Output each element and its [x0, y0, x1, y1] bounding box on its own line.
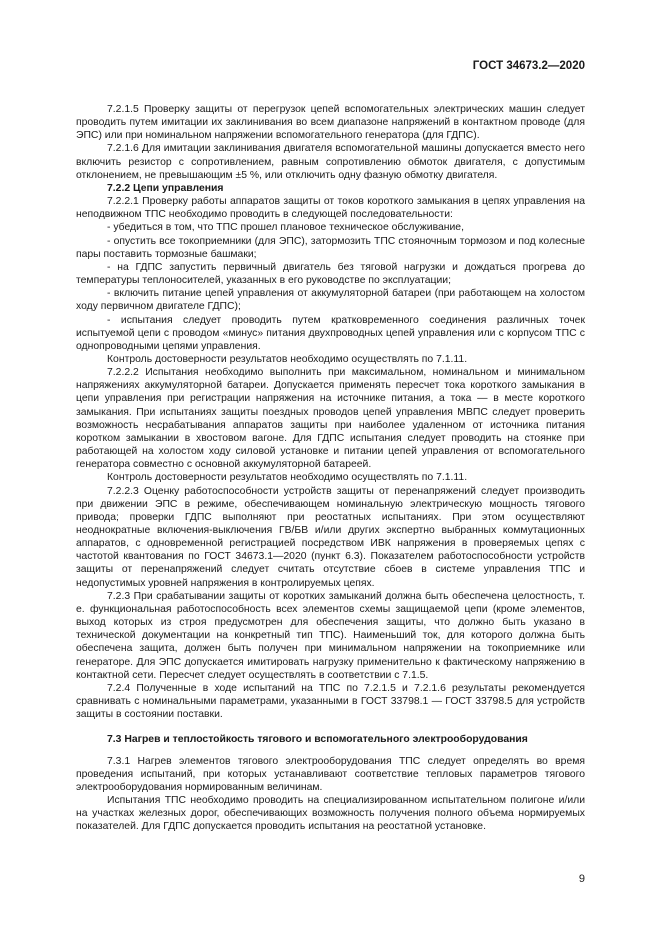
paragraph: Испытания ТПС необходимо проводить на специализированном испытательном полигоне и/или на участках железных дорог, обеспечивающих возможность получения полного объема нормируемых показателей. Для ГДПС допускается проводить испытания на реостатной установке.	[76, 794, 585, 833]
paragraph: 7.2.2.2 Испытания необходимо выполнить при максимальном, номинальном и минимальном напряжениях аккумуляторной батареи. Допускается применять пересчет тока короткого замыкания в цепи управления при регистрации напряжения на источнике питания, а тока — в месте короткого замыкания. При испытаниях защиты поездных проводов цепей управления МВПС следует проверить возможность несрабатывания аппаратов защиты при наиболее удаленном от источника питания коротком замыкании в хвостовом вагоне. Для ГДПС испытания следует проводить на стоянке при работающей на холостом ходу силовой установке и питании цепей управления от вспомогательного генератора совместно с основной аккумуляторной батареей.	[76, 367, 585, 471]
subsection-heading: 7.2.2 Цепи управления	[107, 182, 224, 194]
list-item: - испытания следует проводить путем кратковременного соединения различных точек испытуемой цепи с проводом «минус» питания двухпроводных цепей управления или с корпусом ТПС с однопроводными цепями управления.	[76, 314, 585, 352]
list-item: - убедиться в том, что ТПС прошел плановое техническое обслуживание,	[107, 222, 464, 234]
paragraph: 7.2.2.3 Оценку работоспособности устройств защиты от перенапряжений следует производить при движении ЭПС в режиме, обеспечивающем номинальную электрическую мощность тягового привода; проверки ГДПС выполняют при реостатных испытаниях. При этом осуществляют неоднократные включения-выключения ГВ/БВ и/или других экспертно выбранных коммутационных аппаратов, с одновременной регистрацией посредством ИВК напряжения в проверяемых цепях с частотой квантования по ГОСТ 34673.1—2020 (пункт 6.3). Показателем работоспособности устройств защиты от перенапряжений следует считать отсутствие сбоев в системе управления ТПС и недопустимых уровней напряжения в контролируемых цепях.	[76, 485, 585, 589]
paragraph: 7.2.2.1 Проверку работы аппаратов защиты от токов короткого замыкания в цепях управления на неподвижном ТПС необходимо проводить в следующей последовательности:	[76, 196, 585, 221]
paragraph: 7.2.1.5 Проверку защиты от перегрузок цепей вспомогательных электрических машин следует проводить путем имитации их заклинивания во всем диапазоне напряжений в контактном проводе (для ЭПС) или при номинальном напряжении вспомогательного генератора (для ГДПС).	[76, 104, 585, 142]
list-item: - на ГДПС запустить первичный двигатель без тяговой нагрузки и дождаться прогрева до температуры теплоносителей, указанных в его руководстве по эксплуатации;	[76, 261, 585, 287]
paragraph: 7.2.3 При срабатывании защиты от коротких замыканий должна быть обеспечена целостность, т. е. функциональная работоспособность всех элементов схемы защищаемой цепи (кроме элементов, выход которых из строя предусмотрен для обеспечения защиты, что должно быть указано в технической документации на конкретный тип ТПС). Наименьший ток, для которого должна быть обеспечена защита, должен быть получен при минимальном напряжении на токоприемнике или генераторе. Для ЭПС допускается имитировать нагрузку применительно к фактическому напряжению в контактной сети. Пересчет следует осуществлять в соответствии с 7.1.5.	[76, 590, 585, 681]
list-item: - опустить все токоприемники (для ЭПС), затормозить ТПС стояночным тормозом и под колесные пары поставить тормозные башмаки;	[76, 235, 585, 260]
list-item: - включить питание цепей управления от аккумуляторной батареи (при работающем на холостом ходу первичном двигателе ГДПС);	[76, 288, 585, 313]
paragraph: 7.2.1.6 Для имитации заклинивания двигателя вспомогательной машины допускается вместо него включить резистор с сопротивлением, равным сопротивлению обмоток двигателя, с допустимым отклонением, не превышающим ±5 %, или отключить одну фазную обмотку двигателя.	[76, 143, 585, 181]
paragraph: 7.3.1 Нагрев элементов тягового электрооборудования ТПС следует определять во время проведения испытаний, при которых устанавливают соответствие тепловых параметров тягового электрооборудования нормированным величинам.	[76, 755, 585, 793]
paragraph: Контроль достоверности результатов необходимо осуществлять по 7.1.11.	[107, 353, 468, 365]
document-code-header: ГОСТ 34673.2—2020	[472, 60, 585, 72]
paragraph: 7.2.4 Полученные в ходе испытаний на ТПС по 7.2.1.5 и 7.2.1.6 результаты рекомендуется сравнивать с номинальными параметрами, указанными в ГОСТ 33798.1 — ГОСТ 33798.5 для устройств защиты в состоянии поставки.	[76, 682, 585, 721]
page-number: 9	[578, 873, 585, 885]
document-body	[76, 103, 585, 833]
section-heading: 7.3 Нагрев и теплостойкость тягового и вспомогательного электрооборудования	[107, 734, 528, 746]
paragraph: Контроль достоверности результатов необходимо осуществлять по 7.1.11.	[107, 472, 468, 484]
